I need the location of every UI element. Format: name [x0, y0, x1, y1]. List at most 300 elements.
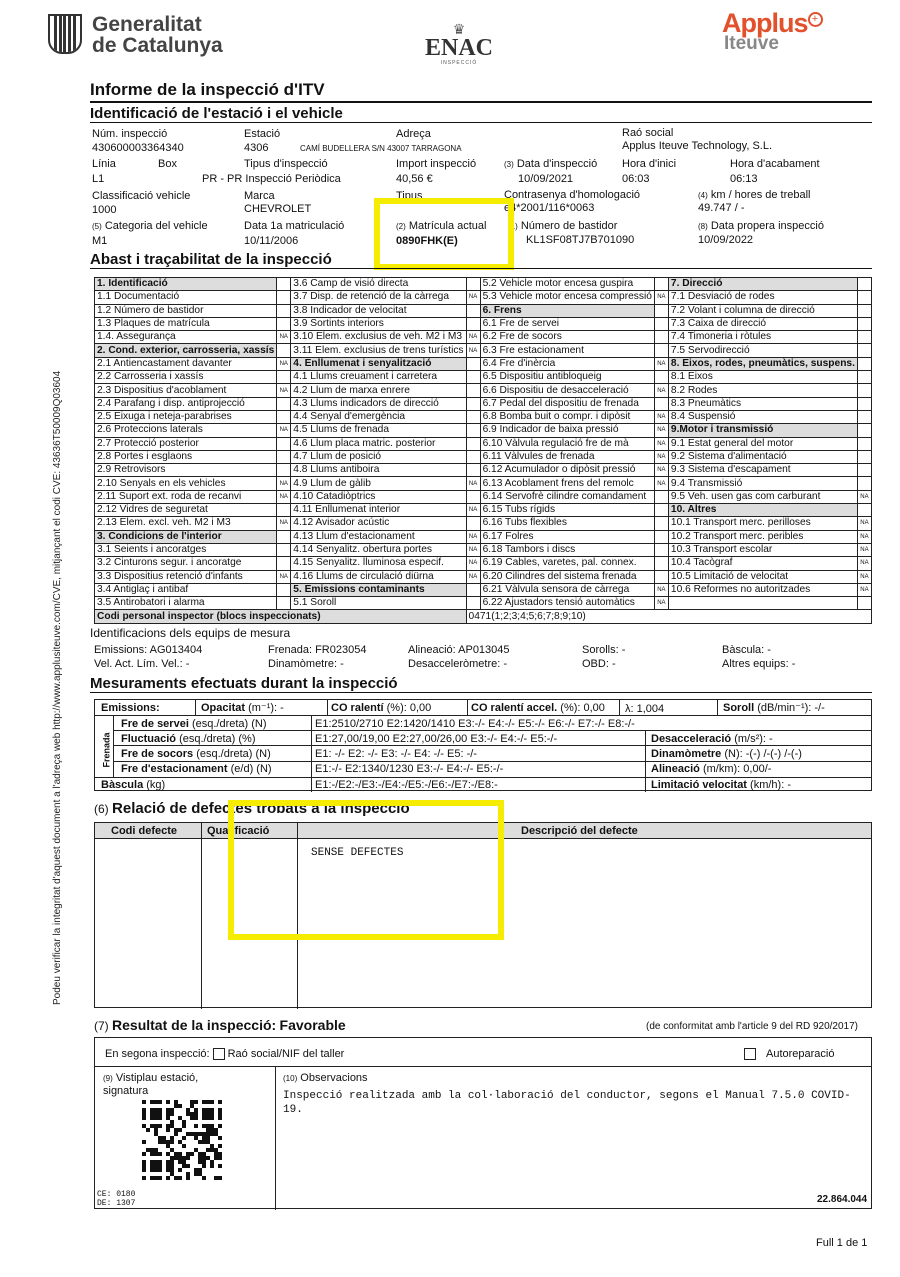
abast-item: 10.2 Transport merc. peribles [668, 530, 857, 543]
abast-na-cell [857, 317, 871, 330]
abast-na-cell [654, 490, 668, 503]
abast-na-cell: NA [466, 570, 480, 583]
abast-item: 10. Altres [668, 504, 857, 517]
abast-item: 4.16 Llums de circulació diürna [291, 570, 466, 583]
tipus-insp: PR - PR Inspecció Periòdica [202, 173, 341, 185]
abast-na-cell: NA [466, 291, 480, 304]
abast-item: 7. Direcció [668, 278, 857, 291]
abast-na-cell: NA [277, 424, 291, 437]
abast-item: 2.2 Carrosseria i xassís [95, 371, 277, 384]
abast-row [95, 583, 872, 596]
abast-item: 2.7 Protecció posterior [95, 437, 277, 450]
meas-servei: Fre de servei (esq./dreta) (N) [121, 718, 267, 730]
equip-desacc: Desacceleròmetre: - [408, 658, 508, 670]
abast-row [95, 304, 872, 317]
abast-item: 2.4 Parafang i disp. antiprojecció [95, 397, 277, 410]
header [0, 0, 900, 80]
abast-na-cell: NA [654, 424, 668, 437]
meas-socors: Fre de socors (esq./dreta) (N) [121, 748, 271, 760]
abast-na-cell [277, 344, 291, 357]
abast-item: 10.6 Reformes no autoritzades [668, 583, 857, 596]
result-code: 22.864.044 [817, 1194, 868, 1205]
km-label: (4) km / hores de treball [698, 189, 811, 201]
linia-label: Línia [92, 158, 116, 170]
abast-na-cell: NA [466, 557, 480, 570]
abast-na-cell [654, 557, 668, 570]
abast-item: 6.8 Bomba buit o compr. i dipòsit [480, 410, 654, 423]
equip-alineacio: Alineació: AP013045 [408, 644, 510, 656]
abast-item: 4.8 Llums antiboira [291, 464, 466, 477]
tipus-label: Tipus [396, 190, 423, 202]
codi-inspector-label: Codi personal inspector (blocs inspeccionats) [95, 610, 467, 623]
abast-na-cell: NA [857, 530, 871, 543]
abast-item: 1.4. Assegurança [95, 331, 277, 344]
matricula-label: (2) Matrícula actual [396, 220, 487, 232]
abast-codi-row [95, 610, 872, 623]
abast-na-cell [654, 504, 668, 517]
cat-label: (5) Categoria del vehicle [92, 220, 208, 232]
abast-item: 6.19 Cables, varetes, pal. connex. [480, 557, 654, 570]
matricula: 0890FHK(E) [396, 235, 458, 247]
equip-bascula: Bàscula: - [722, 644, 771, 656]
abast-item: 6.18 Tambors i discs [480, 543, 654, 556]
abast-item: 8.1 Eixos [668, 371, 857, 384]
abast-na-cell [277, 464, 291, 477]
meas-soroll: Soroll (dB/min⁻¹): -/- [723, 702, 825, 714]
abast-na-cell [277, 437, 291, 450]
abast-item: 4.12 Avisador acústic [291, 517, 466, 530]
abast-item: 6.11 Vàlvules de frenada [480, 450, 654, 463]
abast-na-cell: NA [857, 490, 871, 503]
abast-item [668, 597, 857, 610]
abast-item: 9.Motor i transmissió [668, 424, 857, 437]
abast-na-cell [466, 424, 480, 437]
km: 49.747 / - [698, 202, 745, 214]
abast-item: 3.4 Antiglaç i antibaf [95, 583, 277, 596]
abast-item: 6.16 Tubs flexibles [480, 517, 654, 530]
abast-na-cell [277, 410, 291, 423]
meas-fluct-value: E1:27,00/19,00 E2:27,00/26,00 E3:-/- E4:-/- E5:-/- [315, 733, 558, 745]
abast-item: 1. Identificació [95, 278, 277, 291]
linia: L1 [92, 173, 105, 185]
estacio-label: Estació [244, 128, 281, 140]
abast-na-cell [277, 530, 291, 543]
abast-item: 2.9 Retrovisors [95, 464, 277, 477]
meas-alin: Alineació (m/km): 0,00/- [651, 763, 772, 775]
defect-description: SENSE DEFECTES [311, 847, 404, 859]
abast-na-cell: NA [654, 410, 668, 423]
abast-na-cell: NA [277, 477, 291, 490]
abast-na-cell [857, 504, 871, 517]
abast-na-cell: NA [654, 583, 668, 596]
abast-item: 4. Enllumenat i senyalització [291, 357, 466, 370]
abast-item: 7.4 Timoneria i ròtules [668, 331, 857, 344]
num-insp: 430600003364340 [92, 142, 184, 154]
enac-logo: ♛ ENAC INSPECCIÓ [424, 21, 493, 66]
abast-na-cell [277, 278, 291, 291]
abast-na-cell [654, 517, 668, 530]
abast-item: 6.20 Cilindres del sistema frenada [480, 570, 654, 583]
abast-na-cell: NA [857, 557, 871, 570]
abast-na-cell: NA [654, 357, 668, 370]
abast-na-cell: NA [857, 543, 871, 556]
abast-na-cell: NA [277, 384, 291, 397]
abast-na-cell [277, 597, 291, 610]
abast-na-cell: NA [277, 517, 291, 530]
abast-na-cell [654, 371, 668, 384]
abast-na-cell [466, 304, 480, 317]
abast-na-cell [857, 331, 871, 344]
abast-item: 9.3 Sistema d'escapament [668, 464, 857, 477]
abast-na-cell: NA [654, 437, 668, 450]
abast-row [95, 437, 872, 450]
meas-emissions-label: Emissions: [101, 702, 160, 714]
abast-item: 4.10 Catadiòptrics [291, 490, 466, 503]
abast-na-cell [857, 477, 871, 490]
meas-estac-value: E1:-/- E2:1340/1230 E3:-/- E4:-/- E5:-/- [315, 763, 504, 775]
abast-item: 4.3 Llums indicadors de direcció [291, 397, 466, 410]
generalitat-logo-icon [48, 14, 82, 54]
abast-item: 2.10 Senyals en els vehicles [95, 477, 277, 490]
abast-item: 3.9 Sortints interiors [291, 317, 466, 330]
col-codi: Codi defecte [111, 825, 178, 837]
abast-row [95, 331, 872, 344]
abast-na-cell [654, 278, 668, 291]
equip-sorolls: Sorolls: - [582, 644, 626, 656]
abast-na-cell [654, 344, 668, 357]
abast-na-cell: NA [277, 331, 291, 344]
abast-item: 7.5 Servodirecció [668, 344, 857, 357]
meas-bascula: Bàscula (kg) [101, 779, 166, 791]
abast-row [95, 557, 872, 570]
abast-item: 7.3 Caixa de direcció [668, 317, 857, 330]
section-mesuraments: Mesuraments efectuats durant la inspecció [90, 675, 872, 693]
abast-item: 10.1 Transport merc. perilloses [668, 517, 857, 530]
abast-row [95, 397, 872, 410]
abast-na-cell: NA [654, 597, 668, 610]
abast-na-cell [466, 410, 480, 423]
abast-item: 3.11 Elem. exclusius de trens turístics [291, 344, 466, 357]
abast-na-cell [277, 583, 291, 596]
abast-item: 3.6 Camp de visió directa [291, 278, 466, 291]
segona-insp: En segona inspecció: Raó social/NIF del taller [105, 1048, 345, 1060]
abast-na-cell [654, 397, 668, 410]
abast-item: 9.5 Veh. usen gas com carburant [668, 490, 857, 503]
abast-row [95, 517, 872, 530]
abast-item: 7.2 Volant i columna de direcció [668, 304, 857, 317]
abast-na-cell [654, 304, 668, 317]
abast-item: 3.1 Seients i ancoratges [95, 543, 277, 556]
abast-na-cell [466, 517, 480, 530]
abast-item: 6.4 Fre d'inèrcia [480, 357, 654, 370]
meas-opacitat: Opacitat (m⁻¹): - [201, 702, 284, 714]
box-label: Box [158, 158, 177, 170]
meas-co: CO ralentí (%): 0,00 [331, 702, 432, 714]
abast-na-cell [466, 278, 480, 291]
abast-row [95, 450, 872, 463]
abast-na-cell: NA [857, 517, 871, 530]
contrasenya-label: Contrasenya d'homologació [504, 189, 641, 201]
abast-item: 10.3 Transport escolar [668, 543, 857, 556]
abast-na-cell [466, 371, 480, 384]
equip-dinamometre: Dinamòmetre: - [268, 658, 344, 670]
resultat-note: (de conformitat amb l'article 9 del RD 920/2017) [646, 1021, 859, 1032]
autoreparacio-checkbox[interactable] [744, 1048, 756, 1060]
num-insp-label: Núm. inspecció [92, 128, 168, 140]
classif: 1000 [92, 204, 117, 216]
abast-row [95, 570, 872, 583]
abast-item: 3.2 Cinturons segur. i ancoratge [95, 557, 277, 570]
abast-item: 6.7 Pedal del dispositiu de frenada [480, 397, 654, 410]
abast-na-cell: NA [654, 464, 668, 477]
abast-item: 6.21 Vàlvula sensora de càrrega [480, 583, 654, 596]
abast-item: 4.15 Senyalitz. lluminosa especif. [291, 557, 466, 570]
abast-item: 1.3 Plaques de matrícula [95, 317, 277, 330]
col-descripcio: Descripció del defecte [521, 825, 638, 837]
abast-na-cell: NA [654, 384, 668, 397]
abast-item: 9.2 Sistema d'alimentació [668, 450, 857, 463]
abast-item: 2. Cond. exterior, carrosseria, xassís [95, 344, 277, 357]
section-identification: Identificació de l'estació i el vehicle [90, 105, 872, 123]
hora-inici: 06:03 [622, 173, 650, 185]
equip-altres: Altres equips: - [722, 658, 796, 670]
meas-socors-value: E1: -/- E2: -/- E3: -/- E4: -/- E5: -/- [315, 748, 477, 760]
abast-na-cell [466, 317, 480, 330]
abast-na-cell [277, 504, 291, 517]
abast-item: 4.11 Enllumenat interior [291, 504, 466, 517]
abast-item: 3.5 Antirobatori i alarma [95, 597, 277, 610]
abast-na-cell [466, 597, 480, 610]
abast-na-cell [277, 304, 291, 317]
abast-row [95, 464, 872, 477]
abast-item: 2.3 Dispositius d'acoblament [95, 384, 277, 397]
abast-item: 6.3 Fre estacionament [480, 344, 654, 357]
meas-limit: Limitació velocitat (km/h): - [651, 779, 791, 791]
abast-item: 2.11 Suport ext. roda de recanvi [95, 490, 277, 503]
abast-na-cell [857, 278, 871, 291]
abast-item: 10.5 Limitació de velocitat [668, 570, 857, 583]
abast-item: 6.1 Fre de servei [480, 317, 654, 330]
abast-na-cell: NA [466, 331, 480, 344]
abast-item: 7.1 Desviació de rodes [668, 291, 857, 304]
import: 40,56 € [396, 173, 433, 185]
abast-na-cell [857, 437, 871, 450]
abast-table [94, 277, 872, 624]
abast-item: 2.8 Portes i esglaons [95, 450, 277, 463]
abast-row [95, 384, 872, 397]
abast-na-cell [857, 397, 871, 410]
abast-na-cell [277, 317, 291, 330]
abast-item: 2.1 Antiencastament davanter [95, 357, 277, 370]
generalitat-logo: Generalitat de Catalunya [92, 13, 223, 57]
meas-servei-value: E1:2510/2710 E2:1420/1410 E3:-/- E4:-/- E5:-/- E6:-/- E7:-/- E8:-/- [315, 718, 635, 730]
meas-lambda: λ: 1,004 [625, 703, 665, 715]
abast-row [95, 410, 872, 423]
abast-na-cell [654, 570, 668, 583]
abast-na-cell [857, 384, 871, 397]
observacions-label: (10) Observacions [283, 1072, 368, 1084]
abast-row [95, 543, 872, 556]
section-abast: Abast i traçabilitat de la inspecció [90, 251, 872, 269]
abast-na-cell: NA [654, 477, 668, 490]
hora-acab: 06:13 [730, 173, 758, 185]
abast-na-cell [466, 464, 480, 477]
abast-item: 4.4 Senyal d'emergència [291, 410, 466, 423]
abast-na-cell [466, 450, 480, 463]
abast-item: 3.10 Elem. exclusius de veh. M2 i M3 [291, 331, 466, 344]
qr-code-icon [142, 1100, 222, 1180]
bastidor: KL1SF08TJ7B701090 [526, 234, 635, 246]
abast-na-cell [466, 384, 480, 397]
section-defectes: (6) Relació de defectes trobats a la inspecció [94, 800, 410, 817]
abast-item: 4.9 Llum de gàlib [291, 477, 466, 490]
abast-item: 6.2 Fre de socors [480, 331, 654, 344]
meas-desacc: Desacceleració (m/s²): - [651, 733, 773, 745]
equip-obd: OBD: - [582, 658, 616, 670]
abast-row [95, 424, 872, 437]
frenada-vertical-label: Frenada [101, 732, 112, 768]
abast-na-cell [277, 450, 291, 463]
abast-na-cell [857, 291, 871, 304]
abast-item: 1.2 Número de bastidor [95, 304, 277, 317]
observacions-text: Inspecció realitzada amb la col·laboració del conductor, segons el Manual 7.5.0 COVID-19. [283, 1090, 851, 1116]
abast-na-cell [466, 357, 480, 370]
abast-na-cell [654, 331, 668, 344]
abast-na-cell: NA [654, 450, 668, 463]
abast-item: 4.13 Llum d'estacionament [291, 530, 466, 543]
abast-item: 6.12 Acumulador o dipòsit pressió [480, 464, 654, 477]
abast-item: 6.13 Acoblament frens del remolc [480, 477, 654, 490]
abast-item: 6.17 Folres [480, 530, 654, 543]
abast-na-cell: NA [466, 344, 480, 357]
data-insp: 10/09/2021 [518, 173, 574, 185]
marca: CHEVROLET [244, 203, 312, 215]
highlight-defectes [228, 800, 504, 940]
propera: 10/09/2022 [698, 234, 754, 246]
abast-row [95, 490, 872, 503]
abast-na-cell: NA [277, 357, 291, 370]
abast-item: 4.5 Llums de frenada [291, 424, 466, 437]
abast-na-cell: NA [654, 291, 668, 304]
page-title: Informe de la inspecció d'ITV [90, 80, 872, 103]
abast-item: 8.2 Rodes [668, 384, 857, 397]
abast-row [95, 597, 872, 610]
abast-na-cell: NA [466, 530, 480, 543]
abast-item: 2.5 Eixuga i neteja-parabrises [95, 410, 277, 423]
abast-na-cell [277, 371, 291, 384]
abast-item: 3.7 Disp. de retenció de la càrrega [291, 291, 466, 304]
abast-na-cell: NA [466, 477, 480, 490]
cat: M1 [92, 235, 108, 247]
abast-na-cell [857, 424, 871, 437]
abast-row [95, 357, 872, 370]
abast-item: 1.1 Documentació [95, 291, 277, 304]
codi-inspector: 0471(1;2;3;4;5;6;7;8;9;10) [466, 610, 871, 623]
abast-na-cell: NA [857, 583, 871, 596]
abast-na-cell [466, 490, 480, 503]
abast-item: 3.3 Dispositius retenció d'infants [95, 570, 277, 583]
abast-na-cell [277, 543, 291, 556]
rao-nif-checkbox[interactable] [213, 1048, 225, 1060]
meas-fluct: Fluctuació (esq./dreta) (%) [121, 733, 256, 745]
abast-row [95, 344, 872, 357]
abast-na-cell [857, 371, 871, 384]
abast-na-cell [857, 304, 871, 317]
abast-item: 5.1 Soroll [291, 597, 466, 610]
abast-na-cell [277, 397, 291, 410]
abast-item: 9.1 Estat general del motor [668, 437, 857, 450]
abast-item: 6.9 Indicador de baixa pressió [480, 424, 654, 437]
abast-na-cell [857, 357, 871, 370]
abast-na-cell: NA [466, 543, 480, 556]
abast-item: 6. Frens [480, 304, 654, 317]
abast-row [95, 317, 872, 330]
verification-sidebar-text: Podeu verificar la integritat d'aquest document a l'adreça web http://www.applusiteuve.com/CVE, mitjançant el codi CVE: 43636T50009Q03604 [52, 370, 63, 1005]
abast-row [95, 504, 872, 517]
equip-vel: Vel. Act. Lím. Vel.: - [94, 658, 190, 670]
adreca: CAMÍ BUDELLERA S/N 43007 TARRAGONA [300, 144, 462, 153]
abast-na-cell [466, 437, 480, 450]
marca-label: Marca [244, 190, 275, 202]
measurements-box [94, 699, 872, 791]
abast-na-cell: NA [277, 570, 291, 583]
abast-item: 4.1 Llums creuament i carretera [291, 371, 466, 384]
page-footer: Full 1 de 1 [816, 1237, 868, 1249]
abast-na-cell [857, 597, 871, 610]
ce-de: CE: 0180 DE: 1307 [97, 1190, 136, 1208]
abast-na-cell [654, 530, 668, 543]
abast-item: 6.10 Vàlvula regulació fre de mà [480, 437, 654, 450]
abast-row [95, 371, 872, 384]
meas-dinam: Dinamòmetre (N): -(-) /-(-) /-(-) [651, 748, 802, 760]
abast-na-cell: NA [466, 504, 480, 517]
col-qualificacio: Qualificació [207, 825, 270, 837]
abast-row [95, 278, 872, 291]
abast-row [95, 291, 872, 304]
crown-icon: ♛ [452, 21, 466, 37]
abast-na-cell [857, 464, 871, 477]
adreca-label: Adreça [396, 128, 431, 140]
data-mat-label: Data 1a matriculació [244, 220, 345, 232]
bastidor-label: (1) Número de bastidor [508, 220, 618, 232]
classif-label: Classificació vehicle [92, 190, 191, 202]
abast-na-cell [277, 557, 291, 570]
abast-item: 4.7 Llum de posició [291, 450, 466, 463]
abast-item: 8. Eixos, rodes, pneumàtics, suspens. [668, 357, 857, 370]
equip-frenada: Frenada: FR023054 [268, 644, 367, 656]
data-insp-label: (3) Data d'inspecció [504, 158, 598, 170]
data-mat: 10/11/2006 [244, 235, 299, 247]
propera-label: (8) Data propera inspecció [698, 220, 824, 232]
abast-na-cell [277, 291, 291, 304]
abast-item: 9.4 Transmissió [668, 477, 857, 490]
abast-na-cell [857, 410, 871, 423]
abast-item: 4.2 Llum de marxa enrere [291, 384, 466, 397]
plus-icon: + [808, 12, 823, 27]
abast-item: 6.14 Servofrè cilindre comandament [480, 490, 654, 503]
contrasenya: e4*2001/116*0063 [504, 202, 595, 214]
abast-item: 8.4 Suspensió [668, 410, 857, 423]
abast-na-cell: NA [857, 570, 871, 583]
abast-item: 6.15 Tubs rígids [480, 504, 654, 517]
section-resultat: (7) Resultat de la inspecció: Favorable [94, 1017, 346, 1033]
abast-item: 5.3 Vehicle motor encesa compressió [480, 291, 654, 304]
abast-na-cell [654, 317, 668, 330]
abast-item: 8.3 Pneumàtics [668, 397, 857, 410]
rao: Applus Iteuve Technology, S.L. [622, 140, 773, 152]
meas-coa: CO ralentí accel. (%): 0,00 [471, 702, 605, 714]
abast-item: 10.4 Tacògraf [668, 557, 857, 570]
